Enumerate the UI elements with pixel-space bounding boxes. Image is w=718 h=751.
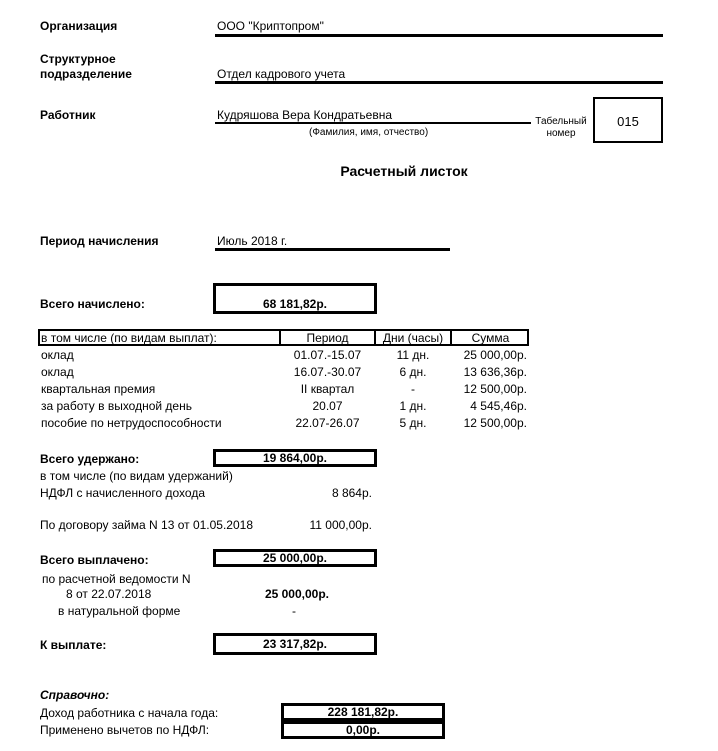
row-sum: 13 636,36р. <box>463 365 527 379</box>
tab-number-label-line1: Табельный <box>535 116 587 127</box>
col-header-sum: Сумма <box>471 331 510 345</box>
period-value: Июль 2018 г. <box>217 234 288 248</box>
row-sum: 4 545,46р. <box>470 399 527 413</box>
row-sum: 12 500,00р. <box>463 382 527 396</box>
row-days: - <box>411 382 415 396</box>
page-title: Расчетный листок <box>340 163 468 179</box>
employee-value: Кудряшова Вера Кондратьевна <box>217 108 393 122</box>
org-value: ООО "Криптопром" <box>217 19 324 33</box>
tab-number-value: 015 <box>617 114 639 129</box>
row-name: за работу в выходной день <box>41 399 192 413</box>
statement-value: 25 000,00р. <box>264 587 329 601</box>
row-period: 22.07-26.07 <box>295 416 360 430</box>
in-kind-value: - <box>292 604 296 618</box>
dept-value: Отдел кадрового учета <box>217 67 346 81</box>
in-kind-label: в натуральной форме <box>58 604 181 618</box>
loan-value: 11 000,00р. <box>309 518 372 532</box>
period-label: Период начисления <box>40 234 159 248</box>
withheld-sub-label: в том числе (по видам удержаний) <box>40 469 233 483</box>
withheld-label: Всего удержано: <box>40 452 140 466</box>
ndfl-value: 8 864р. <box>331 486 372 500</box>
row-period: 16.07.-30.07 <box>293 365 362 379</box>
row-name: пособие по нетрудоспособности <box>41 416 222 430</box>
paid-label: Всего выплачено: <box>40 553 149 567</box>
statement-line-2: 8 от 22.07.2018 <box>66 587 152 601</box>
col-header-days: Дни (часы) <box>382 331 444 345</box>
to-pay-label: К выплате: <box>40 638 107 652</box>
row-days: 11 дн. <box>396 348 430 362</box>
col-header-type: в том числе (по видам выплат): <box>41 331 217 345</box>
org-label: Организация <box>40 19 118 33</box>
reference-title: Справочно: <box>40 688 110 702</box>
income-label: Доход работника с начала года: <box>40 706 219 720</box>
withheld-total: 19 864,00р. <box>262 451 328 465</box>
dept-underline <box>215 81 663 84</box>
dept-label-line2: подразделение <box>40 67 132 81</box>
employee-hint: (Фамилия, имя, отчество) <box>309 127 429 138</box>
employee-underline <box>215 122 531 124</box>
row-days: 1 дн. <box>399 399 427 413</box>
to-pay-total: 23 317,82р. <box>262 637 328 651</box>
loan-label: По договору займа N 13 от 01.05.2018 <box>40 518 253 532</box>
accrued-label: Всего начислено: <box>40 297 145 311</box>
deductions-value: 0,00р. <box>345 723 381 737</box>
statement-line-1: по расчетной ведомости N <box>42 572 191 586</box>
row-sum: 12 500,00р. <box>463 416 527 430</box>
col-header-period: Период <box>306 331 349 345</box>
employee-label: Работник <box>40 108 96 122</box>
row-days: 6 дн. <box>399 365 427 379</box>
tab-number-label-line2: номер <box>546 128 576 139</box>
row-name: квартальная премия <box>41 382 156 396</box>
row-period: II квартал <box>300 382 355 396</box>
row-name: оклад <box>41 365 74 379</box>
deductions-label: Применено вычетов по НДФЛ: <box>40 723 210 737</box>
dept-label-line1: Структурное <box>40 52 116 66</box>
income-value: 228 181,82р. <box>327 705 399 719</box>
row-sum: 25 000,00р. <box>463 348 527 362</box>
org-underline <box>215 34 663 37</box>
row-period: 01.07.-15.07 <box>293 348 362 362</box>
row-period: 20.07 <box>312 399 343 413</box>
row-name: оклад <box>41 348 74 362</box>
accrued-total: 68 181,82р. <box>262 297 328 311</box>
ndfl-label: НДФЛ с начисленного дохода <box>40 486 206 500</box>
paid-total: 25 000,00р. <box>262 551 328 565</box>
period-underline <box>215 248 450 251</box>
row-days: 5 дн. <box>399 416 427 430</box>
